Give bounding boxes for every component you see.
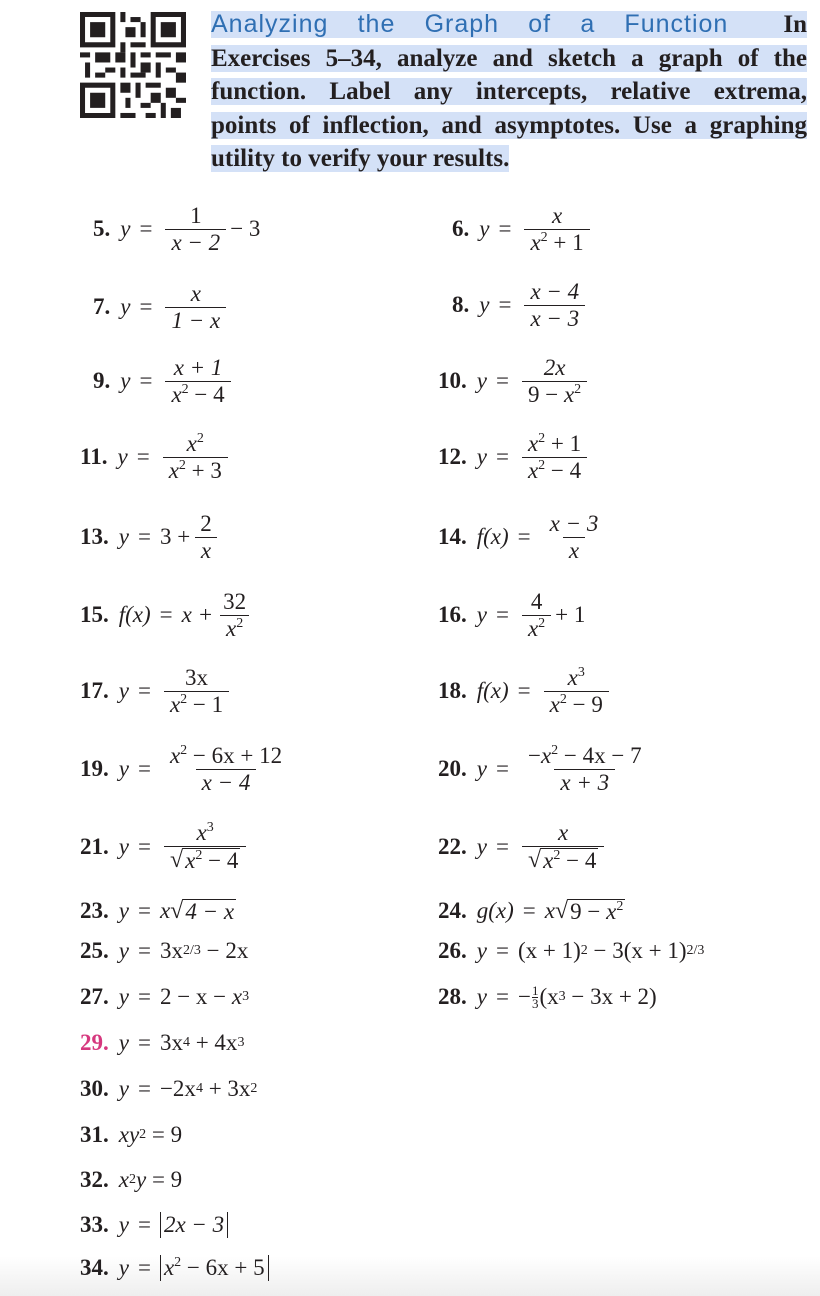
term-a: 3x bbox=[159, 938, 183, 963]
exercise-13 bbox=[80, 512, 222, 562]
equals: = bbox=[137, 898, 151, 923]
num-base: x bbox=[186, 430, 197, 456]
den-rest: − 1 bbox=[192, 691, 224, 717]
exercise-number: 22. bbox=[438, 834, 467, 859]
exercise-16 bbox=[438, 590, 585, 640]
equals: = bbox=[517, 524, 531, 549]
qr-code-icon[interactable] bbox=[80, 12, 186, 118]
exercise-11 bbox=[80, 432, 232, 482]
square-root bbox=[170, 848, 240, 873]
exercise-number: 32. bbox=[80, 1167, 109, 1192]
exercise-19 bbox=[80, 744, 292, 794]
numerator: 4 bbox=[530, 588, 543, 614]
term-b: − 3(x + 1) bbox=[593, 938, 687, 963]
numerator: 2 bbox=[200, 510, 212, 536]
radicand: 4 − x bbox=[185, 898, 235, 924]
small-numerator: 1 bbox=[531, 982, 539, 998]
num-sign: − bbox=[527, 742, 541, 768]
exercise-number: 12. bbox=[438, 444, 467, 469]
num-base: x bbox=[527, 430, 539, 456]
radical-sign: √ bbox=[554, 897, 569, 924]
fraction bbox=[165, 282, 226, 333]
term-b: − 2x bbox=[206, 938, 249, 963]
exercise-number: 34. bbox=[80, 1255, 109, 1280]
instructions-line-5: utility to verify your results. bbox=[211, 145, 510, 172]
square-root bbox=[528, 848, 598, 873]
exercise-21 bbox=[80, 822, 250, 872]
equals: = bbox=[136, 444, 150, 469]
term-b: x bbox=[231, 984, 243, 1009]
num-exponent: 3 bbox=[206, 820, 214, 835]
numerator: 3x bbox=[185, 664, 209, 690]
exercise-number: 30. bbox=[80, 1076, 109, 1101]
fraction bbox=[544, 512, 605, 563]
numerator: x bbox=[558, 820, 569, 845]
numerator: x + 1 bbox=[173, 354, 223, 380]
lhs: f(x) bbox=[476, 678, 509, 703]
lhs: y bbox=[479, 216, 490, 241]
exercise-31: 31. xy 2 = 9 bbox=[80, 1122, 183, 1147]
equals: = bbox=[139, 368, 153, 393]
lhs: y bbox=[120, 294, 131, 319]
exercise-number: 28. bbox=[438, 984, 467, 1009]
rhs: = 9 bbox=[151, 1167, 183, 1192]
numerator: 32 bbox=[223, 588, 247, 614]
den-rest: − 4 bbox=[208, 848, 239, 873]
equals: = bbox=[517, 678, 531, 703]
num-base: x bbox=[196, 820, 207, 845]
den-base: x bbox=[168, 457, 179, 483]
denominator: x bbox=[563, 537, 585, 563]
den-base: x bbox=[549, 691, 560, 717]
den-base: x bbox=[527, 615, 539, 641]
equals: = bbox=[522, 898, 536, 923]
exercise-number: 6. bbox=[452, 216, 470, 241]
exercise-number: 7. bbox=[93, 294, 111, 319]
num-exponent: 3 bbox=[577, 664, 585, 680]
term-b: − 3x + 2) bbox=[571, 984, 657, 1009]
exercise-number: 26. bbox=[438, 938, 467, 963]
exercise-20 bbox=[438, 744, 652, 794]
equals: = bbox=[139, 216, 153, 241]
denominator: 1 − x bbox=[165, 307, 226, 333]
fraction bbox=[164, 744, 288, 795]
exercise-7 bbox=[93, 282, 230, 332]
num-base: x bbox=[540, 742, 552, 768]
lhs: y bbox=[118, 898, 129, 923]
radical-sign: √ bbox=[527, 847, 542, 873]
den-base: x bbox=[530, 229, 541, 255]
lead-term: 3 + bbox=[159, 524, 191, 549]
exercise-29: 29. y = 3x 4 + 4x 3 bbox=[80, 1030, 245, 1055]
exercise-number: 33. bbox=[80, 1212, 109, 1237]
equals: = bbox=[139, 294, 153, 319]
fraction bbox=[164, 666, 229, 717]
denominator: x − 4 bbox=[196, 769, 257, 795]
absolute-value bbox=[160, 1255, 269, 1281]
lead-term: x bbox=[159, 898, 171, 923]
lhs: y bbox=[118, 1076, 129, 1101]
den-exponent: 2 bbox=[538, 457, 546, 473]
den-lead: 9 − bbox=[527, 381, 559, 407]
den-base: x bbox=[563, 381, 575, 407]
den-exponent: 2 bbox=[574, 381, 582, 397]
num-exponent: 2 bbox=[180, 742, 188, 758]
den-exponent: 2 bbox=[553, 848, 561, 863]
lhs: y bbox=[120, 216, 131, 241]
num-rest: − 4x − 7 bbox=[563, 742, 642, 768]
exercise-number: 16. bbox=[438, 602, 467, 627]
lhs: y bbox=[118, 1255, 129, 1280]
den-exponent: 2 bbox=[538, 615, 546, 631]
num-base: x bbox=[169, 742, 181, 768]
numerator: 2x bbox=[543, 354, 566, 380]
exercise-number: 15. bbox=[80, 602, 109, 627]
equals: = bbox=[498, 292, 512, 317]
num-rest: − 6x + 12 bbox=[192, 742, 283, 768]
den-base: x bbox=[171, 381, 182, 407]
term-a: x bbox=[118, 1167, 129, 1192]
exercise-25: 25. y = 3x 2/3 − 2x bbox=[80, 938, 249, 963]
fraction bbox=[163, 432, 228, 483]
lead-term: x + bbox=[181, 602, 214, 627]
exercise-17 bbox=[80, 666, 233, 716]
fraction bbox=[217, 590, 252, 641]
term-a: 3x bbox=[159, 1030, 183, 1055]
term-a: (x + 1) bbox=[517, 938, 581, 963]
equals: = bbox=[498, 216, 512, 241]
fraction bbox=[164, 821, 246, 873]
exercise-27: 27. y = 2 − x − x 3 bbox=[80, 984, 250, 1009]
exercise-number: 5. bbox=[93, 216, 111, 241]
sign: − bbox=[517, 984, 531, 1009]
exercise-9 bbox=[93, 356, 235, 406]
section-heading: Analyzing the Graph of a Function bbox=[211, 10, 729, 38]
exercise-number: 10. bbox=[438, 368, 467, 393]
den-rest: − 4 bbox=[566, 848, 597, 873]
instructions-line-2: Exercises 5–34, analyze and sketch a graph of the bbox=[211, 44, 807, 72]
exercise-number: 9. bbox=[93, 368, 111, 393]
den-rest: − 9 bbox=[572, 691, 603, 717]
arg-rest: − 6x + 5 bbox=[186, 1255, 265, 1280]
lhs: f(x) bbox=[476, 524, 509, 549]
equals: = bbox=[137, 1212, 151, 1237]
small-denominator: 3 bbox=[531, 995, 539, 1011]
equals: = bbox=[495, 984, 509, 1009]
exercise-number: 23. bbox=[80, 898, 109, 923]
den-base: x bbox=[543, 848, 554, 873]
equals: = bbox=[137, 524, 151, 549]
den-rest: + 1 bbox=[553, 229, 584, 255]
lhs: y bbox=[476, 984, 487, 1009]
exercise-number: 8. bbox=[452, 292, 470, 317]
fraction bbox=[522, 744, 648, 795]
exercise-22 bbox=[438, 822, 608, 872]
equals: = bbox=[159, 602, 173, 627]
radicand-exponent: 2 bbox=[616, 898, 624, 914]
arg-exponent: 2 bbox=[174, 1255, 182, 1270]
lhs: y bbox=[118, 1030, 129, 1055]
den-exponent: 2 bbox=[195, 848, 203, 863]
square-root bbox=[555, 899, 625, 924]
lhs: y bbox=[118, 756, 129, 781]
exercise-6 bbox=[452, 204, 594, 254]
lhs: y bbox=[118, 524, 129, 549]
lhs: y bbox=[476, 834, 487, 859]
equals: = bbox=[137, 1030, 151, 1055]
exercise-18 bbox=[438, 666, 613, 716]
arg-base: x bbox=[163, 1255, 175, 1280]
exercise-number: 11. bbox=[80, 444, 108, 469]
den-exponent: 2 bbox=[540, 229, 548, 245]
num-base: x bbox=[567, 664, 578, 690]
equals: = bbox=[495, 368, 509, 393]
denominator: x − 3 bbox=[524, 305, 585, 331]
term-b: + 4x bbox=[195, 1030, 238, 1055]
radicand-lead: 9 − bbox=[570, 898, 601, 924]
exercise-14 bbox=[438, 512, 608, 562]
equals: = bbox=[137, 834, 151, 859]
exercise-34 bbox=[80, 1251, 269, 1285]
fraction bbox=[165, 204, 226, 255]
radical-sign: √ bbox=[170, 897, 184, 924]
small-fraction bbox=[531, 982, 539, 1011]
equals: = bbox=[137, 1076, 151, 1101]
num-exponent: 2 bbox=[538, 430, 546, 446]
absolute-value: 2x − 3 bbox=[160, 1212, 228, 1238]
den-base: x bbox=[527, 457, 539, 483]
den-rest: + 3 bbox=[191, 457, 222, 483]
fraction bbox=[544, 666, 609, 717]
lhs: y bbox=[117, 444, 128, 469]
exercise-number: 19. bbox=[80, 756, 109, 781]
term-a: 2 − x − bbox=[159, 984, 227, 1009]
lhs: y bbox=[476, 368, 487, 393]
lhs: y bbox=[476, 602, 487, 627]
equals: = bbox=[495, 602, 509, 627]
tail-term: + 1 bbox=[555, 602, 586, 627]
exercise-number: 13. bbox=[80, 524, 109, 549]
rhs: = 9 bbox=[151, 1122, 183, 1147]
exercise-8 bbox=[452, 280, 589, 330]
equals: = bbox=[137, 984, 151, 1009]
equals: = bbox=[495, 834, 509, 859]
lhs: y bbox=[118, 984, 129, 1009]
exercise-33 bbox=[80, 1208, 228, 1242]
radical-sign: √ bbox=[169, 847, 184, 873]
lhs: y bbox=[118, 938, 129, 963]
lhs: y bbox=[118, 834, 129, 859]
exercise-15 bbox=[80, 590, 256, 640]
fraction bbox=[524, 204, 589, 255]
exercise-23 bbox=[80, 894, 236, 928]
den-rest: − 4 bbox=[550, 457, 582, 483]
equals: = bbox=[495, 444, 509, 469]
lhs: y bbox=[120, 368, 131, 393]
exercise-instructions bbox=[211, 8, 807, 176]
exercise-number: 31. bbox=[80, 1122, 109, 1147]
term-b: + 3x bbox=[208, 1076, 251, 1101]
equals: = bbox=[137, 756, 151, 781]
exercise-number-highlighted: 29. bbox=[80, 1030, 109, 1055]
num-rest: + 1 bbox=[550, 430, 582, 456]
lhs: y bbox=[118, 678, 129, 703]
exercise-5 bbox=[93, 204, 260, 254]
tail-term: − 3 bbox=[230, 216, 261, 241]
num-exponent: 2 bbox=[551, 742, 559, 758]
exercise-30: 30. y = −2x 4 + 3x 2 bbox=[80, 1076, 258, 1101]
square-root bbox=[170, 899, 236, 924]
numerator: x − 4 bbox=[530, 278, 580, 304]
equals: = bbox=[495, 756, 509, 781]
numerator: x bbox=[190, 280, 201, 306]
lhs: y bbox=[118, 1212, 129, 1237]
lead-term: x bbox=[544, 898, 555, 923]
denominator: x + 3 bbox=[554, 769, 615, 795]
lhs: y bbox=[479, 292, 490, 317]
exercise-32: 32. x 2 y = 9 bbox=[80, 1167, 183, 1192]
den-rest: − 4 bbox=[194, 381, 225, 407]
fraction bbox=[194, 512, 218, 563]
lhs: y bbox=[476, 756, 487, 781]
lhs: g(x) bbox=[476, 898, 514, 923]
den-exponent: 2 bbox=[181, 381, 189, 397]
instructions-line-3: function. Label any intercepts, relative extrema, bbox=[211, 78, 807, 105]
instructions-line-1-tail: In bbox=[783, 11, 807, 38]
num-exponent: 2 bbox=[196, 430, 204, 446]
instructions-line-4: points of inflection, and asymptotes. Use a graphing bbox=[211, 111, 807, 139]
fraction bbox=[524, 280, 585, 331]
den-exponent: 2 bbox=[178, 457, 186, 473]
denominator: x bbox=[195, 537, 217, 563]
fraction bbox=[165, 356, 230, 407]
lhs: y bbox=[476, 444, 487, 469]
exercise-number: 14. bbox=[438, 524, 467, 549]
fraction bbox=[522, 356, 587, 407]
fraction bbox=[522, 432, 587, 483]
den-base: x bbox=[185, 848, 196, 873]
exercise-26: 26. y = (x + 1) 2 − 3(x + 1) 2/3 bbox=[438, 938, 705, 963]
exercise-number: 18. bbox=[438, 678, 467, 703]
denominator: x − 2 bbox=[165, 229, 226, 255]
numerator: 1 bbox=[190, 202, 202, 228]
equals: = bbox=[137, 678, 151, 703]
equals: = bbox=[495, 938, 509, 963]
exercise-number: 24. bbox=[438, 898, 467, 923]
numerator: x − 3 bbox=[549, 510, 599, 536]
term-a: −2x bbox=[159, 1076, 196, 1101]
lhs: f(x) bbox=[118, 602, 151, 627]
equals: = bbox=[137, 938, 151, 963]
fraction bbox=[522, 821, 604, 873]
radicand-base: x bbox=[606, 898, 617, 924]
exercise-24 bbox=[438, 894, 625, 928]
exercise-12 bbox=[438, 432, 591, 482]
numerator: x bbox=[551, 202, 563, 228]
den-base: x bbox=[169, 691, 181, 717]
lhs: y bbox=[476, 938, 487, 963]
exercise-number: 25. bbox=[80, 938, 109, 963]
exercise-10 bbox=[438, 356, 591, 406]
term-a: (x bbox=[539, 984, 559, 1009]
exercise-28: 28. y = − $\frac{1}{3}$ (x 3 − 3x + 2) bbox=[438, 982, 657, 1011]
den-exponent: 2 bbox=[180, 691, 188, 707]
den-exponent: 2 bbox=[559, 691, 567, 707]
exercise-number: 27. bbox=[80, 984, 109, 1009]
fraction bbox=[522, 590, 551, 641]
den-base: x bbox=[226, 615, 237, 641]
equals: = bbox=[137, 1255, 151, 1280]
exercise-number: 17. bbox=[80, 678, 109, 703]
term-a: xy bbox=[118, 1122, 140, 1147]
exercise-number: 20. bbox=[438, 756, 467, 781]
den-exponent: 2 bbox=[236, 615, 244, 631]
exercise-number: 21. bbox=[80, 834, 109, 859]
term-b: y bbox=[135, 1167, 147, 1192]
